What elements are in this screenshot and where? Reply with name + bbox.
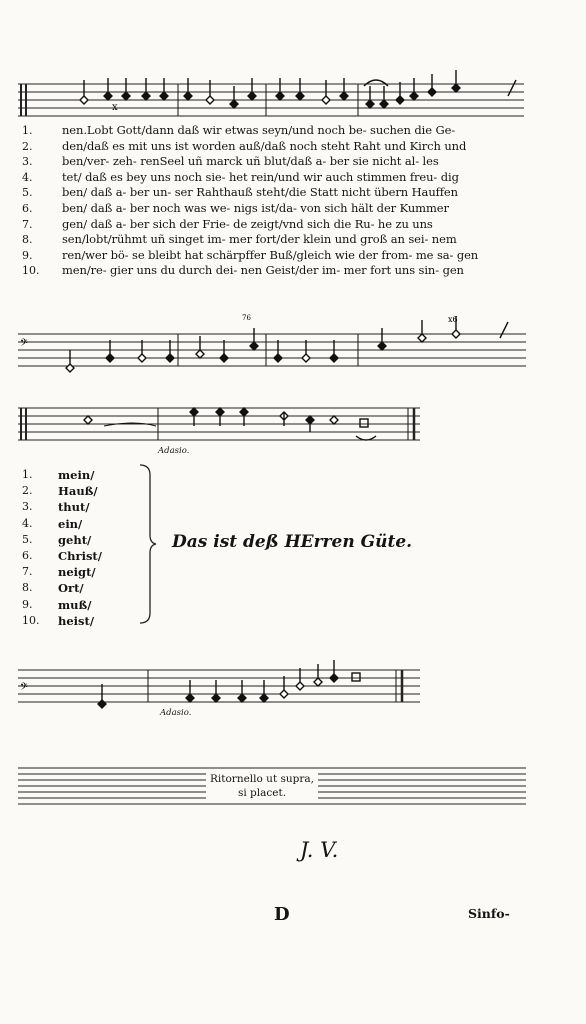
lyric-line: 10. men/re- gier uns du durch dei- nen Geist/der im- mer fort uns sin- gen (22, 263, 464, 278)
tempo-mark-adagio: Adasio. (158, 446, 190, 456)
lyric-line: 2. den/daß es mit uns ist worden auß/daß noch steht Raht und Kirch und (22, 138, 467, 153)
signature-mark: D (274, 904, 290, 925)
ritornello-line-2: si placet. (237, 787, 287, 799)
lyric-line: 5. ben/ daß a- ber un- ser Rahthauß steht/die Statt nicht übern Hauffen (22, 185, 458, 200)
staff-system-3 (0, 392, 586, 462)
lyric-line: 4. tet/ daß es bey uns noch sie- het rein/und wir auch stimmen freu- dig (22, 169, 459, 184)
lyric-line: 1. nen.Lobt Gott/dann daß wir etwas seyn/und noch be- suchen die Ge- (22, 123, 456, 137)
lyric-line: 7. gen/ daß a- ber sich der Frie- de zeigt/vnd sich die Ru- he zu uns (22, 216, 433, 231)
figured-bass-label: 76 (242, 314, 251, 322)
initials: J. V. (300, 838, 339, 862)
refrain-text: Das ist deß HErren Güte. (172, 532, 413, 552)
brace-icon (138, 463, 158, 625)
lyric-line: 6. ben/ daß a- ber noch was we- nigs ist/da- von sich hält der Kummer (22, 200, 449, 215)
sharp-icon: x (112, 102, 118, 113)
lyrics-system-1 (18, 123, 578, 279)
lyric-line: 8. sen/lobt/rühmt uñ singet im- mer fort/der klein und groß an sei- nem (22, 232, 457, 247)
ritornello-line-1: Ritornello ut supra, (210, 773, 314, 785)
figured-bass-label: x6 (448, 315, 458, 324)
tempo-mark-adagio: Adasio. (160, 708, 192, 718)
staff-system-4 (0, 640, 586, 720)
staff-system-2 (0, 310, 586, 380)
ritornello-note (206, 772, 318, 800)
bass-clef-icon: 𝄢 (20, 681, 28, 695)
lyric-line: 3. ben/ver- zeh- renSeel uñ marck uñ blut/daß a- ber sie nicht al- les (22, 154, 439, 169)
lyric-line: 9. ren/wer bö- se bleibt hat schärpffer Buß/gleich wie der from- me sa- gen (22, 247, 479, 262)
bass-clef-icon: 𝄢 (20, 337, 28, 351)
catchword: Sinfo- (468, 906, 510, 921)
